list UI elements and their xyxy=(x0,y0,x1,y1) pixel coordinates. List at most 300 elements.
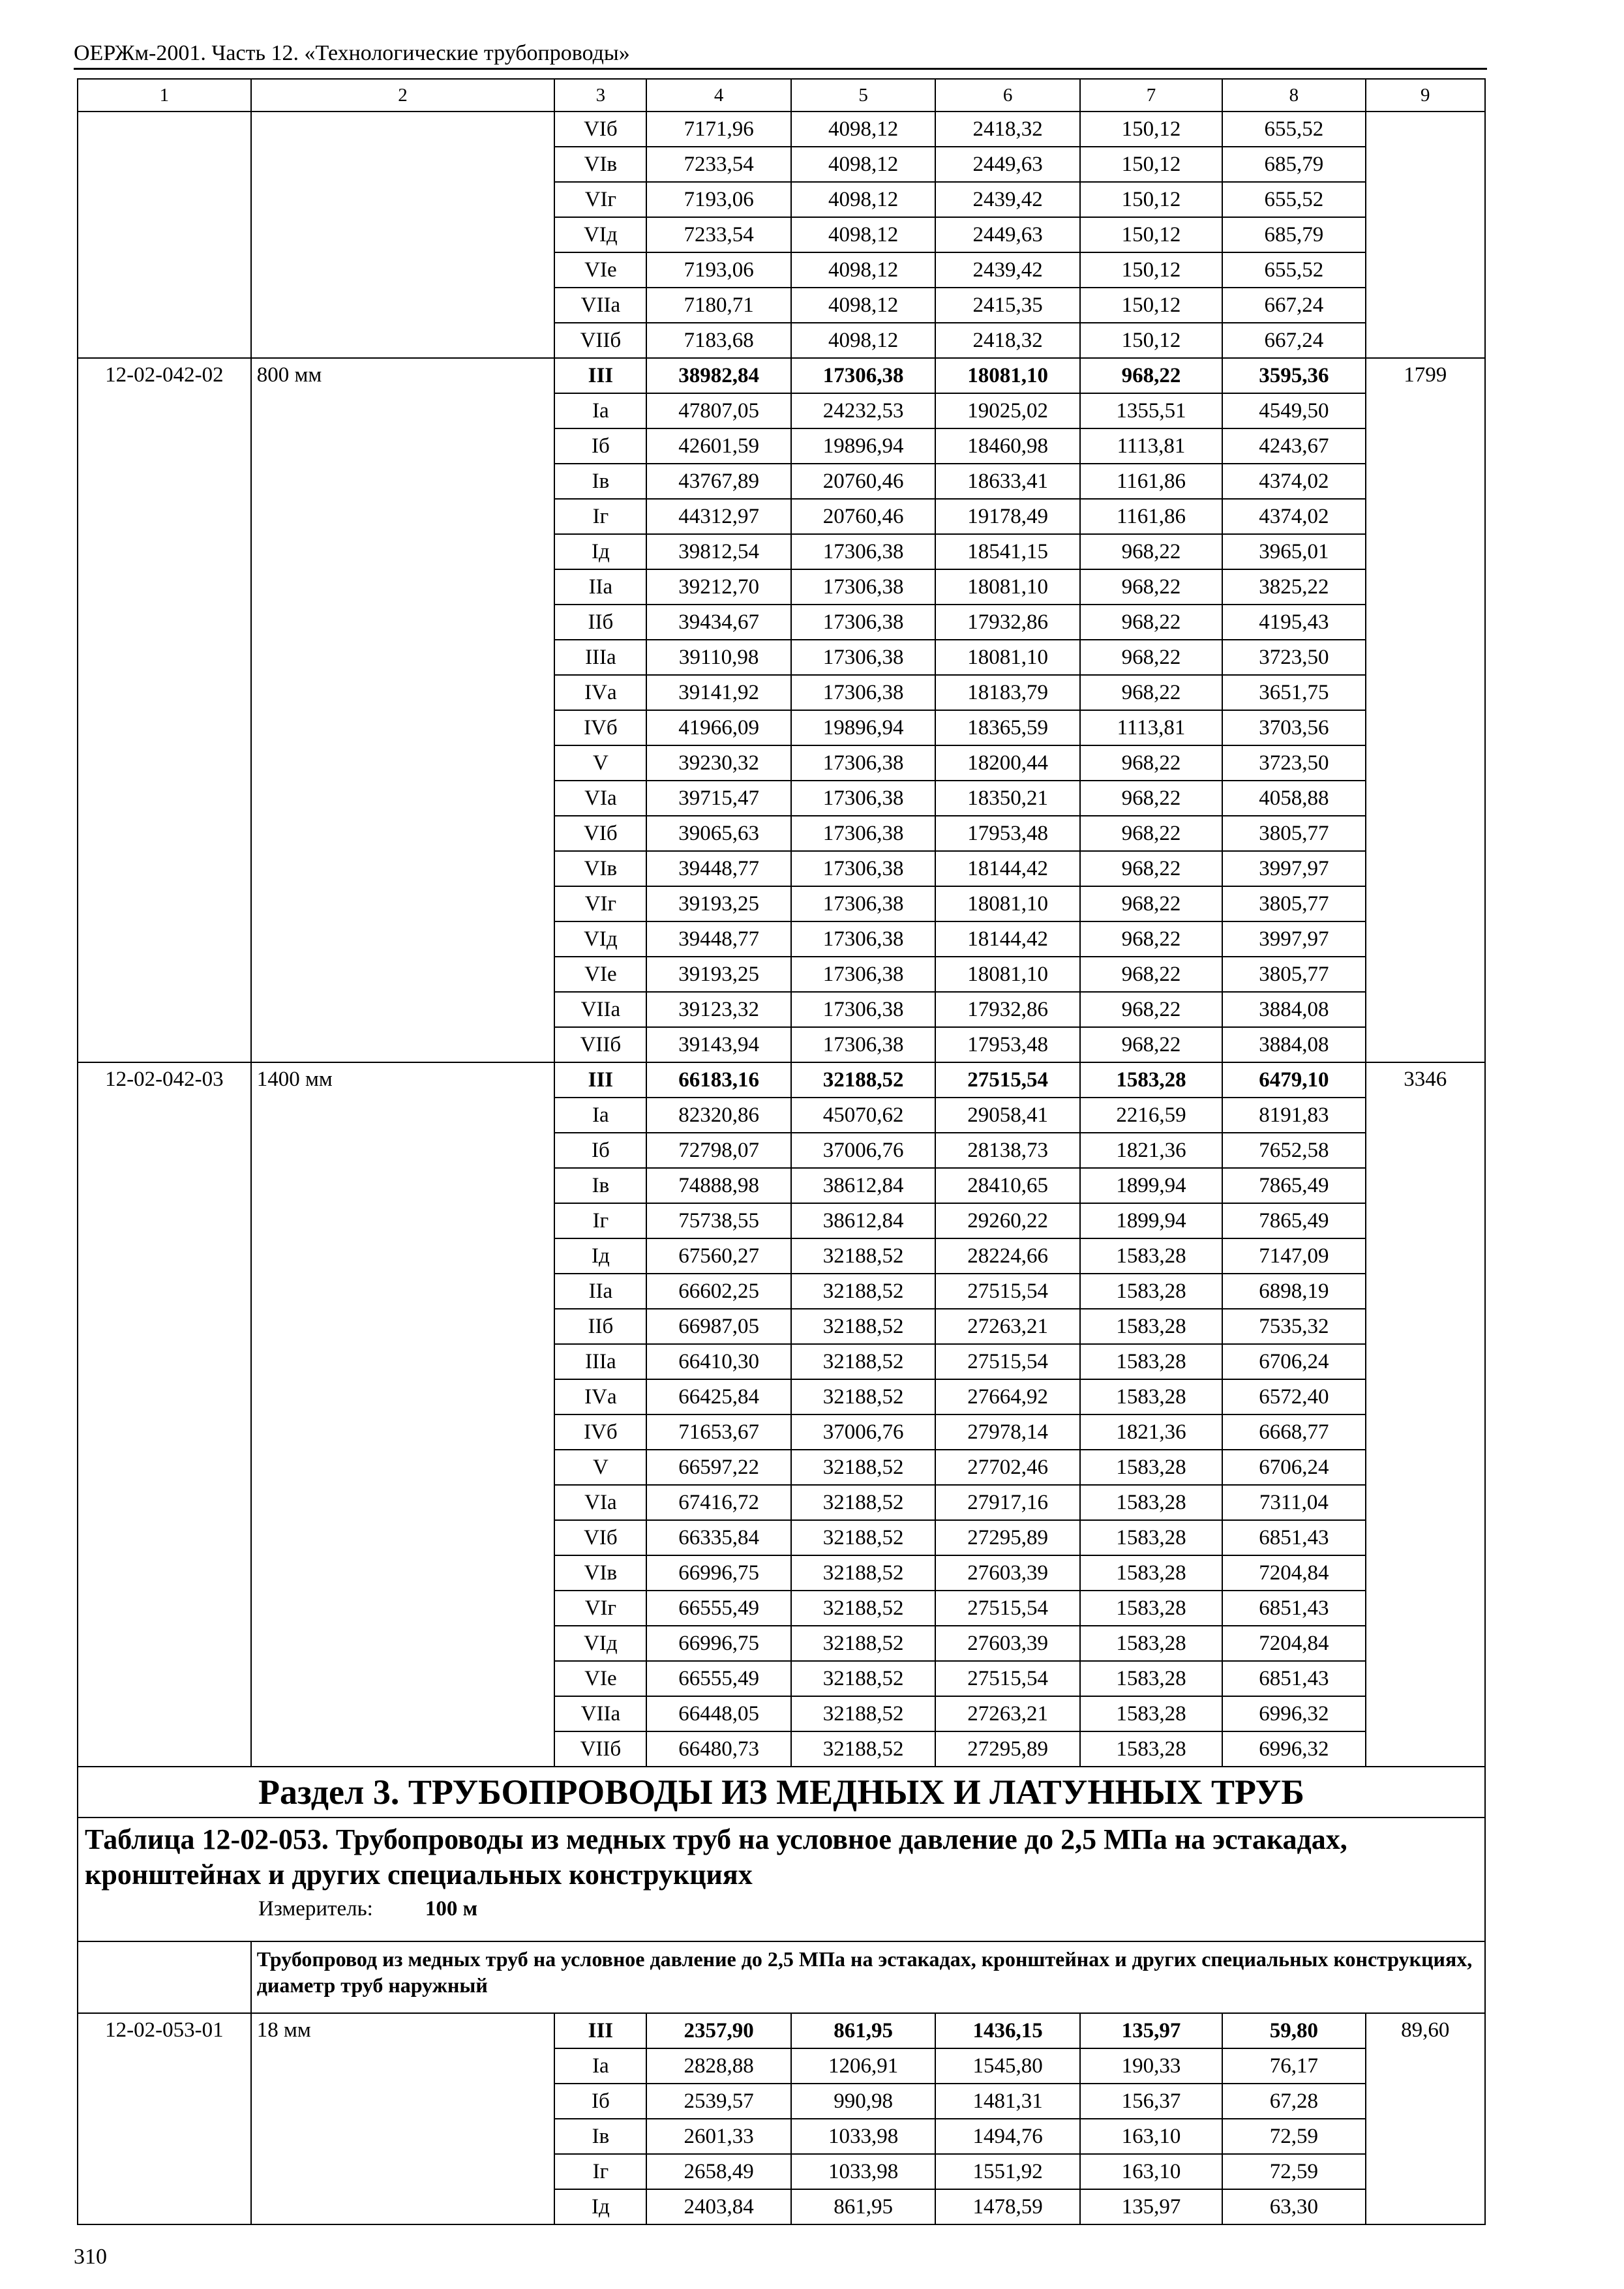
rate-code-cell: 12-02-042-02 xyxy=(78,358,251,1062)
value-cell: 18081,10 xyxy=(935,640,1079,675)
value-cell: 32188,52 xyxy=(791,1309,935,1344)
value-cell: 75738,55 xyxy=(646,1203,790,1238)
value-cell: 6851,43 xyxy=(1222,1661,1365,1696)
value-cell: 655,52 xyxy=(1222,112,1365,147)
value-cell: 18081,10 xyxy=(935,957,1079,992)
column-header: 8 xyxy=(1222,79,1365,112)
value-cell: 27515,54 xyxy=(935,1591,1079,1626)
value-cell: 27515,54 xyxy=(935,1661,1079,1696)
zone-cell: VIе xyxy=(554,252,646,288)
value-cell: 32188,52 xyxy=(791,1661,935,1696)
column-header: 7 xyxy=(1080,79,1222,112)
value-cell: 38612,84 xyxy=(791,1203,935,1238)
value-cell: 7193,06 xyxy=(646,252,790,288)
zone-cell: IIIа xyxy=(554,640,646,675)
value-cell: 968,22 xyxy=(1080,921,1222,957)
zone-cell: VIд xyxy=(554,1626,646,1661)
value-cell: 1583,28 xyxy=(1080,1696,1222,1731)
value-cell: 4549,50 xyxy=(1222,393,1365,428)
value-cell: 32188,52 xyxy=(791,1379,935,1414)
value-cell: 6479,10 xyxy=(1222,1062,1365,1098)
value-cell: 20760,46 xyxy=(791,464,935,499)
value-cell: 968,22 xyxy=(1080,851,1222,886)
zone-cell: VIг xyxy=(554,1591,646,1626)
value-cell: 156,37 xyxy=(1080,2084,1222,2119)
value-cell: 7535,32 xyxy=(1222,1309,1365,1344)
value-cell: 968,22 xyxy=(1080,992,1222,1027)
value-cell: 7147,09 xyxy=(1222,1238,1365,1274)
value-cell: 7193,06 xyxy=(646,182,790,217)
value-cell: 82320,86 xyxy=(646,1098,790,1133)
value-cell: 18541,15 xyxy=(935,534,1079,569)
value-cell: 32188,52 xyxy=(791,1062,935,1098)
value-cell: 28224,66 xyxy=(935,1238,1079,1274)
column-header-row xyxy=(78,79,1485,112)
value-cell: 1355,51 xyxy=(1080,393,1222,428)
value-cell: 27702,46 xyxy=(935,1450,1079,1485)
value-cell: 1583,28 xyxy=(1080,1274,1222,1309)
value-cell: 150,12 xyxy=(1080,323,1222,358)
rate-name-cell: 1400 мм xyxy=(251,1062,555,1767)
value-cell: 7865,49 xyxy=(1222,1203,1365,1238)
zone-cell: Iд xyxy=(554,1238,646,1274)
value-cell: 18081,10 xyxy=(935,358,1079,393)
value-cell: 968,22 xyxy=(1080,816,1222,851)
value-cell: 4098,12 xyxy=(791,217,935,252)
value-cell: 67,28 xyxy=(1222,2084,1365,2119)
zone-cell: VIа xyxy=(554,1485,646,1520)
value-cell: 39212,70 xyxy=(646,569,790,605)
value-cell: 67560,27 xyxy=(646,1238,790,1274)
value-cell: 17306,38 xyxy=(791,745,935,781)
value-cell: 17306,38 xyxy=(791,605,935,640)
value-cell: 7204,84 xyxy=(1222,1626,1365,1661)
value-cell: 17306,38 xyxy=(791,886,935,921)
rate-code-cell: 12-02-053-01 xyxy=(78,2013,251,2224)
zone-cell: VIIа xyxy=(554,992,646,1027)
value-cell: 18183,79 xyxy=(935,675,1079,710)
zone-cell: VIIб xyxy=(554,1027,646,1062)
value-cell: 18200,44 xyxy=(935,745,1079,781)
value-cell: 6851,43 xyxy=(1222,1591,1365,1626)
value-cell: 66996,75 xyxy=(646,1626,790,1661)
value-cell: 27515,54 xyxy=(935,1344,1079,1379)
value-cell: 1478,59 xyxy=(935,2189,1079,2224)
table-title-row xyxy=(78,1818,1485,1941)
table-row xyxy=(78,112,1485,147)
value-cell: 6996,32 xyxy=(1222,1696,1365,1731)
value-cell: 17306,38 xyxy=(791,569,935,605)
value-cell: 4098,12 xyxy=(791,252,935,288)
value-cell: 27664,92 xyxy=(935,1379,1079,1414)
zone-cell: VIа xyxy=(554,781,646,816)
value-cell: 3805,77 xyxy=(1222,957,1365,992)
rate-code-cell: 12-02-042-03 xyxy=(78,1062,251,1767)
value-cell: 1583,28 xyxy=(1080,1591,1222,1626)
value-cell: 59,80 xyxy=(1222,2013,1365,2048)
value-cell: 17306,38 xyxy=(791,640,935,675)
value-cell: 1583,28 xyxy=(1080,1344,1222,1379)
value-cell: 18081,10 xyxy=(935,886,1079,921)
zone-cell: VIв xyxy=(554,147,646,182)
value-cell: 63,30 xyxy=(1222,2189,1365,2224)
value-cell: 6898,19 xyxy=(1222,1274,1365,1309)
value-cell: 1206,91 xyxy=(791,2048,935,2084)
value-cell: 968,22 xyxy=(1080,781,1222,816)
subtitle-empty-cell xyxy=(78,1941,251,2013)
value-cell: 4098,12 xyxy=(791,182,935,217)
value-cell: 17306,38 xyxy=(791,781,935,816)
value-cell: 1583,28 xyxy=(1080,1485,1222,1520)
value-cell: 667,24 xyxy=(1222,323,1365,358)
value-cell: 968,22 xyxy=(1080,886,1222,921)
value-cell: 1494,76 xyxy=(935,2119,1079,2154)
zone-cell: VIе xyxy=(554,957,646,992)
value-cell: 655,52 xyxy=(1222,252,1365,288)
section-heading-row xyxy=(78,1767,1485,1818)
value-cell: 6572,40 xyxy=(1222,1379,1365,1414)
zone-cell: IVа xyxy=(554,1379,646,1414)
value-cell: 3703,56 xyxy=(1222,710,1365,745)
value-cell: 32188,52 xyxy=(791,1591,935,1626)
value-cell: 39193,25 xyxy=(646,957,790,992)
value-cell: 17306,38 xyxy=(791,921,935,957)
value-cell: 18350,21 xyxy=(935,781,1079,816)
value-cell: 1161,86 xyxy=(1080,499,1222,534)
value-cell: 7171,96 xyxy=(646,112,790,147)
value-cell: 27263,21 xyxy=(935,1309,1079,1344)
zone-cell: Iа xyxy=(554,1098,646,1133)
value-cell: 41966,09 xyxy=(646,710,790,745)
value-cell: 2357,90 xyxy=(646,2013,790,2048)
value-cell: 43767,89 xyxy=(646,464,790,499)
column-header: 4 xyxy=(646,79,790,112)
value-cell: 17306,38 xyxy=(791,816,935,851)
value-cell: 1583,28 xyxy=(1080,1661,1222,1696)
value-cell: 4374,02 xyxy=(1222,464,1365,499)
value-cell: 3723,50 xyxy=(1222,640,1365,675)
value-cell: 7204,84 xyxy=(1222,1555,1365,1591)
value-cell: 76,17 xyxy=(1222,2048,1365,2084)
value-cell: 29260,22 xyxy=(935,1203,1079,1238)
value-cell: 19896,94 xyxy=(791,428,935,464)
value-cell: 71653,67 xyxy=(646,1414,790,1450)
value-cell: 968,22 xyxy=(1080,358,1222,393)
value-cell: 150,12 xyxy=(1080,112,1222,147)
value-cell: 861,95 xyxy=(791,2189,935,2224)
page-number: 310 xyxy=(74,2245,107,2269)
value-cell: 28410,65 xyxy=(935,1168,1079,1203)
value-cell: 861,95 xyxy=(791,2013,935,2048)
table-row xyxy=(78,1062,1485,1098)
value-cell: 37006,76 xyxy=(791,1133,935,1168)
col9-cell: 3346 xyxy=(1366,1062,1485,1767)
value-cell: 3805,77 xyxy=(1222,886,1365,921)
value-cell: 685,79 xyxy=(1222,217,1365,252)
value-cell: 8191,83 xyxy=(1222,1098,1365,1133)
column-header: 6 xyxy=(935,79,1079,112)
value-cell: 150,12 xyxy=(1080,147,1222,182)
value-cell: 2216,59 xyxy=(1080,1098,1222,1133)
zone-cell: VIг xyxy=(554,182,646,217)
value-cell: 18365,59 xyxy=(935,710,1079,745)
zone-cell: III xyxy=(554,2013,646,2048)
value-cell: 2418,32 xyxy=(935,323,1079,358)
zone-cell: Iв xyxy=(554,2119,646,2154)
value-cell: 3884,08 xyxy=(1222,992,1365,1027)
value-cell: 32188,52 xyxy=(791,1555,935,1591)
value-cell: 2418,32 xyxy=(935,112,1079,147)
value-cell: 1583,28 xyxy=(1080,1555,1222,1591)
table-title-cell xyxy=(78,1818,1485,1941)
value-cell: 44312,97 xyxy=(646,499,790,534)
value-cell: 39143,94 xyxy=(646,1027,790,1062)
value-cell: 1113,81 xyxy=(1080,428,1222,464)
value-cell: 6706,24 xyxy=(1222,1450,1365,1485)
value-cell: 17306,38 xyxy=(791,957,935,992)
value-cell: 1161,86 xyxy=(1080,464,1222,499)
value-cell: 4243,67 xyxy=(1222,428,1365,464)
value-cell: 66480,73 xyxy=(646,1731,790,1767)
subtitle-row xyxy=(78,1941,1485,2013)
value-cell: 27603,39 xyxy=(935,1626,1079,1661)
value-cell: 72,59 xyxy=(1222,2119,1365,2154)
value-cell: 66555,49 xyxy=(646,1661,790,1696)
zone-cell: VIе xyxy=(554,1661,646,1696)
zone-cell: VIв xyxy=(554,851,646,886)
value-cell: 2828,88 xyxy=(646,2048,790,2084)
value-cell: 2449,63 xyxy=(935,147,1079,182)
zone-cell: Iа xyxy=(554,393,646,428)
zone-cell: III xyxy=(554,358,646,393)
value-cell: 1821,36 xyxy=(1080,1133,1222,1168)
value-cell: 2539,57 xyxy=(646,2084,790,2119)
value-cell: 968,22 xyxy=(1080,1027,1222,1062)
rate-name-cell xyxy=(251,112,555,358)
value-cell: 29058,41 xyxy=(935,1098,1079,1133)
value-cell: 1821,36 xyxy=(1080,1414,1222,1450)
rates-table-body xyxy=(78,79,1485,2224)
value-cell: 3595,36 xyxy=(1222,358,1365,393)
zone-cell: Iг xyxy=(554,1203,646,1238)
value-cell: 67416,72 xyxy=(646,1485,790,1520)
value-cell: 66448,05 xyxy=(646,1696,790,1731)
value-cell: 17306,38 xyxy=(791,1027,935,1062)
value-cell: 72798,07 xyxy=(646,1133,790,1168)
value-cell: 37006,76 xyxy=(791,1414,935,1450)
value-cell: 2449,63 xyxy=(935,217,1079,252)
value-cell: 968,22 xyxy=(1080,675,1222,710)
value-cell: 18144,42 xyxy=(935,851,1079,886)
zone-cell: Iв xyxy=(554,464,646,499)
value-cell: 7180,71 xyxy=(646,288,790,323)
value-cell: 32188,52 xyxy=(791,1238,935,1274)
value-cell: 1583,28 xyxy=(1080,1309,1222,1344)
value-cell: 4098,12 xyxy=(791,112,935,147)
value-cell: 2415,35 xyxy=(935,288,1079,323)
column-header: 9 xyxy=(1366,79,1485,112)
value-cell: 66987,05 xyxy=(646,1309,790,1344)
value-cell: 32188,52 xyxy=(791,1274,935,1309)
value-cell: 32188,52 xyxy=(791,1344,935,1379)
value-cell: 7233,54 xyxy=(646,147,790,182)
value-cell: 32188,52 xyxy=(791,1485,935,1520)
value-cell: 28138,73 xyxy=(935,1133,1079,1168)
column-header: 1 xyxy=(78,79,251,112)
zone-cell: VIв xyxy=(554,1555,646,1591)
value-cell: 1033,98 xyxy=(791,2119,935,2154)
value-cell: 2439,42 xyxy=(935,182,1079,217)
value-cell: 17932,86 xyxy=(935,605,1079,640)
zone-cell: IIа xyxy=(554,1274,646,1309)
value-cell: 4195,43 xyxy=(1222,605,1365,640)
value-cell: 190,33 xyxy=(1080,2048,1222,2084)
col9-cell xyxy=(1366,112,1485,358)
col9-cell: 1799 xyxy=(1366,358,1485,1062)
value-cell: 3723,50 xyxy=(1222,745,1365,781)
value-cell: 655,52 xyxy=(1222,182,1365,217)
measure-value: 100 м xyxy=(425,1897,478,1921)
value-cell: 1551,92 xyxy=(935,2154,1079,2189)
zone-cell: VIIб xyxy=(554,1731,646,1767)
value-cell: 72,59 xyxy=(1222,2154,1365,2189)
value-cell: 38982,84 xyxy=(646,358,790,393)
value-cell: 2601,33 xyxy=(646,2119,790,2154)
value-cell: 74888,98 xyxy=(646,1168,790,1203)
value-cell: 66425,84 xyxy=(646,1379,790,1414)
value-cell: 19025,02 xyxy=(935,393,1079,428)
col9-cell: 89,60 xyxy=(1366,2013,1485,2224)
value-cell: 18460,98 xyxy=(935,428,1079,464)
value-cell: 39123,32 xyxy=(646,992,790,1027)
value-cell: 39110,98 xyxy=(646,640,790,675)
value-cell: 1436,15 xyxy=(935,2013,1079,2048)
zone-cell: IIб xyxy=(554,1309,646,1344)
zone-cell: Iб xyxy=(554,1133,646,1168)
value-cell: 18081,10 xyxy=(935,569,1079,605)
value-cell: 17306,38 xyxy=(791,358,935,393)
value-cell: 66602,25 xyxy=(646,1274,790,1309)
zone-cell: VIб xyxy=(554,1520,646,1555)
measure-label: Измеритель: xyxy=(258,1897,373,1921)
value-cell: 39812,54 xyxy=(646,534,790,569)
value-cell: 66555,49 xyxy=(646,1591,790,1626)
zone-cell: VIб xyxy=(554,112,646,147)
value-cell: 1583,28 xyxy=(1080,1626,1222,1661)
value-cell: 1899,94 xyxy=(1080,1203,1222,1238)
value-cell: 6851,43 xyxy=(1222,1520,1365,1555)
zone-cell: IVа xyxy=(554,675,646,710)
zone-cell: IVб xyxy=(554,710,646,745)
value-cell: 66597,22 xyxy=(646,1450,790,1485)
rate-code-cell xyxy=(78,112,251,358)
value-cell: 4374,02 xyxy=(1222,499,1365,534)
value-cell: 1583,28 xyxy=(1080,1520,1222,1555)
value-cell: 17953,48 xyxy=(935,816,1079,851)
header-rule xyxy=(74,68,1487,70)
value-cell: 4098,12 xyxy=(791,288,935,323)
value-cell: 27515,54 xyxy=(935,1062,1079,1098)
value-cell: 968,22 xyxy=(1080,957,1222,992)
value-cell: 1583,28 xyxy=(1080,1379,1222,1414)
zone-cell: VIд xyxy=(554,217,646,252)
measure-line xyxy=(85,1895,1478,1922)
value-cell: 66996,75 xyxy=(646,1555,790,1591)
value-cell: 968,22 xyxy=(1080,534,1222,569)
value-cell: 3997,97 xyxy=(1222,921,1365,957)
value-cell: 19896,94 xyxy=(791,710,935,745)
value-cell: 7311,04 xyxy=(1222,1485,1365,1520)
zone-cell: IIб xyxy=(554,605,646,640)
value-cell: 6706,24 xyxy=(1222,1344,1365,1379)
value-cell: 163,10 xyxy=(1080,2154,1222,2189)
value-cell: 17306,38 xyxy=(791,992,935,1027)
running-header: ОЕРЖм-2001. Часть 12. «Технологические трубопроводы» xyxy=(74,41,630,65)
value-cell: 1033,98 xyxy=(791,2154,935,2189)
table-row xyxy=(78,2013,1485,2048)
value-cell: 27917,16 xyxy=(935,1485,1079,1520)
value-cell: 990,98 xyxy=(791,2084,935,2119)
value-cell: 3884,08 xyxy=(1222,1027,1365,1062)
value-cell: 39065,63 xyxy=(646,816,790,851)
zone-cell: VIIа xyxy=(554,1696,646,1731)
value-cell: 39448,77 xyxy=(646,851,790,886)
value-cell: 32188,52 xyxy=(791,1696,935,1731)
value-cell: 1899,94 xyxy=(1080,1168,1222,1203)
value-cell: 18633,41 xyxy=(935,464,1079,499)
zone-cell: Iв xyxy=(554,1168,646,1203)
value-cell: 1113,81 xyxy=(1080,710,1222,745)
value-cell: 2439,42 xyxy=(935,252,1079,288)
value-cell: 4098,12 xyxy=(791,323,935,358)
value-cell: 45070,62 xyxy=(791,1098,935,1133)
value-cell: 17306,38 xyxy=(791,675,935,710)
value-cell: 47807,05 xyxy=(646,393,790,428)
value-cell: 968,22 xyxy=(1080,745,1222,781)
section-heading: Раздел 3. ТРУБОПРОВОДЫ ИЗ МЕДНЫХ И ЛАТУННЫХ ТРУБ xyxy=(78,1767,1485,1818)
rates-table xyxy=(77,78,1486,2225)
value-cell: 17953,48 xyxy=(935,1027,1079,1062)
value-cell: 150,12 xyxy=(1080,288,1222,323)
zone-cell: IVб xyxy=(554,1414,646,1450)
value-cell: 32188,52 xyxy=(791,1450,935,1485)
value-cell: 7652,58 xyxy=(1222,1133,1365,1168)
value-cell: 39193,25 xyxy=(646,886,790,921)
rate-name-cell: 18 мм xyxy=(251,2013,555,2224)
value-cell: 667,24 xyxy=(1222,288,1365,323)
value-cell: 17306,38 xyxy=(791,534,935,569)
value-cell: 3825,22 xyxy=(1222,569,1365,605)
value-cell: 685,79 xyxy=(1222,147,1365,182)
value-cell: 38612,84 xyxy=(791,1168,935,1203)
value-cell: 7183,68 xyxy=(646,323,790,358)
value-cell: 39448,77 xyxy=(646,921,790,957)
value-cell: 66183,16 xyxy=(646,1062,790,1098)
value-cell: 163,10 xyxy=(1080,2119,1222,2154)
value-cell: 32188,52 xyxy=(791,1626,935,1661)
zone-cell: Iб xyxy=(554,2084,646,2119)
value-cell: 135,97 xyxy=(1080,2189,1222,2224)
value-cell: 1545,80 xyxy=(935,2048,1079,2084)
zone-cell: VIIб xyxy=(554,323,646,358)
value-cell: 968,22 xyxy=(1080,640,1222,675)
value-cell: 1583,28 xyxy=(1080,1731,1222,1767)
value-cell: 7865,49 xyxy=(1222,1168,1365,1203)
zone-cell: VIд xyxy=(554,921,646,957)
value-cell: 3805,77 xyxy=(1222,816,1365,851)
value-cell: 1481,31 xyxy=(935,2084,1079,2119)
value-cell: 6996,32 xyxy=(1222,1731,1365,1767)
